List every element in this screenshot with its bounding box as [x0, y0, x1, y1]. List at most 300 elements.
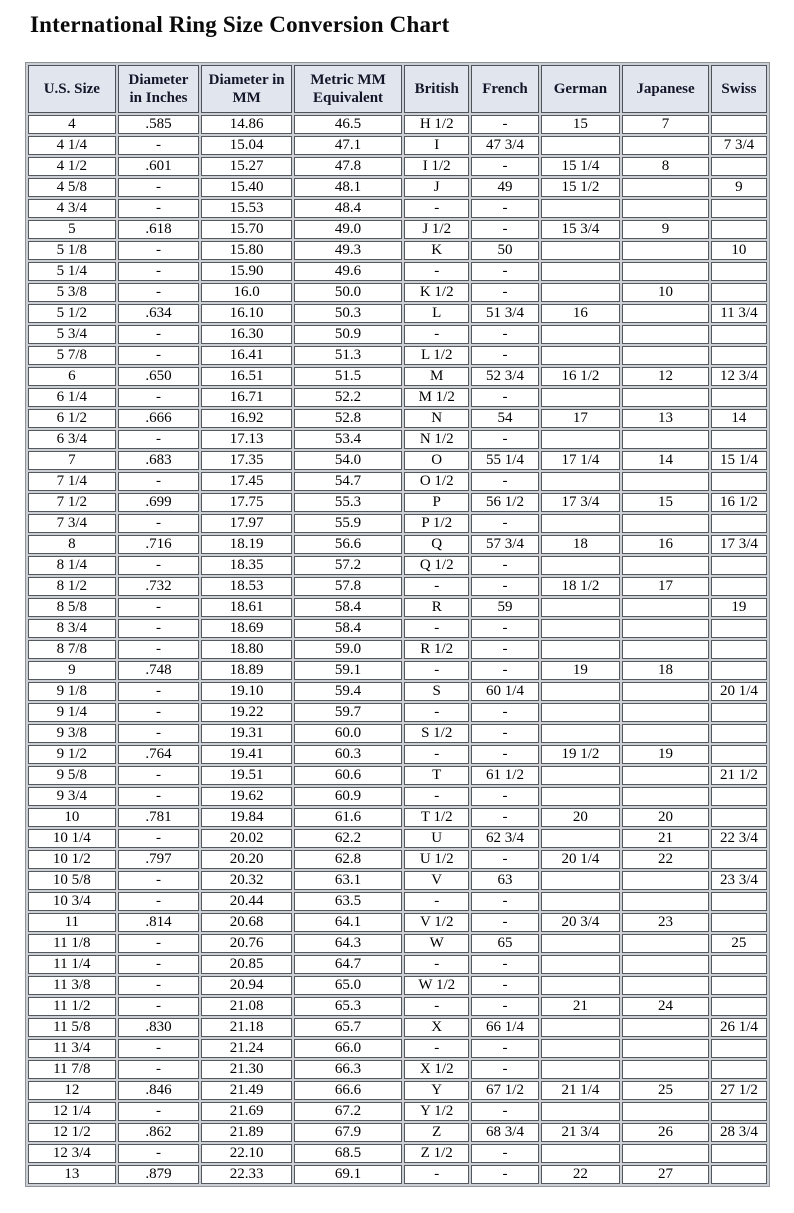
table-header [28, 65, 767, 113]
cell: 60.6 [294, 766, 402, 785]
cell: 19.22 [201, 703, 292, 722]
cell: L [404, 304, 469, 323]
cell [711, 430, 767, 449]
table-row [28, 577, 767, 596]
cell: 65.7 [294, 1018, 402, 1037]
cell: S [404, 682, 469, 701]
cell: 51 3/4 [471, 304, 538, 323]
cell: 68.5 [294, 1144, 402, 1163]
cell: 21 1/2 [711, 766, 767, 785]
cell: 67.9 [294, 1123, 402, 1142]
cell: - [118, 703, 200, 722]
cell [622, 556, 709, 575]
cell: 15.80 [201, 241, 292, 260]
cell: 19.51 [201, 766, 292, 785]
cell: .699 [118, 493, 200, 512]
cell: 19.31 [201, 724, 292, 743]
cell [622, 199, 709, 218]
cell: - [118, 640, 200, 659]
cell: 12 3/4 [711, 367, 767, 386]
cell: 20 [541, 808, 621, 827]
cell: - [404, 577, 469, 596]
cell: - [118, 1102, 200, 1121]
cell: 27 [622, 1165, 709, 1184]
cell: 20.44 [201, 892, 292, 911]
cell: 55 1/4 [471, 451, 538, 470]
cell [541, 325, 621, 344]
cell: - [118, 598, 200, 617]
cell: - [118, 283, 200, 302]
cell: 9 3/4 [28, 787, 116, 806]
cell: - [118, 241, 200, 260]
cell: 6 3/4 [28, 430, 116, 449]
cell: 15 1/4 [541, 157, 621, 176]
cell: 8 1/2 [28, 577, 116, 596]
cell: - [404, 997, 469, 1016]
table-row [28, 1102, 767, 1121]
cell: 67.2 [294, 1102, 402, 1121]
cell [622, 241, 709, 260]
cell [711, 619, 767, 638]
cell: 19.41 [201, 745, 292, 764]
table-row [28, 976, 767, 995]
cell [711, 892, 767, 911]
cell [622, 1102, 709, 1121]
column-header: Swiss [711, 65, 767, 113]
cell: 9 [28, 661, 116, 680]
cell: 20.85 [201, 955, 292, 974]
cell [622, 1144, 709, 1163]
cell [541, 1060, 621, 1079]
cell: 8 7/8 [28, 640, 116, 659]
cell: 47 3/4 [471, 136, 538, 155]
cell [541, 619, 621, 638]
cell [711, 388, 767, 407]
cell: 57.2 [294, 556, 402, 575]
cell: .748 [118, 661, 200, 680]
cell: T [404, 766, 469, 785]
cell: S 1/2 [404, 724, 469, 743]
cell: 15.40 [201, 178, 292, 197]
cell: 11 3/8 [28, 976, 116, 995]
cell: 4 [28, 115, 116, 134]
cell [622, 976, 709, 995]
cell: 20 1/4 [541, 850, 621, 869]
cell: 46.5 [294, 115, 402, 134]
cell: 21.89 [201, 1123, 292, 1142]
cell [541, 199, 621, 218]
cell: 53.4 [294, 430, 402, 449]
cell: 8 1/4 [28, 556, 116, 575]
cell: - [471, 1144, 538, 1163]
cell [711, 745, 767, 764]
cell [541, 934, 621, 953]
cell: 25 [711, 934, 767, 953]
cell: 65 [471, 934, 538, 953]
cell: .879 [118, 1165, 200, 1184]
table-row [28, 472, 767, 491]
cell: 7 1/2 [28, 493, 116, 512]
cell: - [471, 115, 538, 134]
cell: 49.3 [294, 241, 402, 260]
cell: U 1/2 [404, 850, 469, 869]
cell: - [471, 1165, 538, 1184]
cell: 22.10 [201, 1144, 292, 1163]
cell: - [471, 556, 538, 575]
table-row [28, 1165, 767, 1184]
cell [711, 997, 767, 1016]
cell: 7 3/4 [711, 136, 767, 155]
cell: N 1/2 [404, 430, 469, 449]
cell: - [118, 829, 200, 848]
cell: 15.70 [201, 220, 292, 239]
cell: 9 5/8 [28, 766, 116, 785]
cell [622, 346, 709, 365]
cell: 64.1 [294, 913, 402, 932]
cell: 24 [622, 997, 709, 1016]
cell: 16.0 [201, 283, 292, 302]
cell [711, 577, 767, 596]
table-row [28, 808, 767, 827]
cell: 16.92 [201, 409, 292, 428]
cell: 48.4 [294, 199, 402, 218]
cell [711, 808, 767, 827]
cell: 9 1/2 [28, 745, 116, 764]
table-row [28, 535, 767, 554]
table-row [28, 640, 767, 659]
cell: N [404, 409, 469, 428]
cell: - [471, 913, 538, 932]
cell [541, 787, 621, 806]
column-header: Diameter in Inches [118, 65, 200, 113]
cell: 12 [28, 1081, 116, 1100]
conversion-table [25, 62, 770, 1187]
cell: X [404, 1018, 469, 1037]
cell [622, 871, 709, 890]
table-row [28, 850, 767, 869]
cell: - [118, 199, 200, 218]
cell: - [118, 430, 200, 449]
cell: 8 [622, 157, 709, 176]
cell: - [118, 766, 200, 785]
cell: 66 1/4 [471, 1018, 538, 1037]
table-row [28, 682, 767, 701]
cell: 20.76 [201, 934, 292, 953]
cell: 9 [622, 220, 709, 239]
cell [711, 556, 767, 575]
cell: 9 1/4 [28, 703, 116, 722]
cell: - [471, 640, 538, 659]
cell: 22 [622, 850, 709, 869]
cell: 54.0 [294, 451, 402, 470]
cell [711, 724, 767, 743]
cell: 57.8 [294, 577, 402, 596]
table-row [28, 241, 767, 260]
cell: 21.24 [201, 1039, 292, 1058]
cell: 21.08 [201, 997, 292, 1016]
table-row [28, 913, 767, 932]
cell: - [471, 514, 538, 533]
cell: - [404, 787, 469, 806]
cell: 10 3/4 [28, 892, 116, 911]
cell: 21 3/4 [541, 1123, 621, 1142]
cell: 15.90 [201, 262, 292, 281]
cell: 25 [622, 1081, 709, 1100]
table-row [28, 892, 767, 911]
cell [711, 850, 767, 869]
cell: 69.1 [294, 1165, 402, 1184]
cell: - [118, 934, 200, 953]
cell [711, 472, 767, 491]
cell [711, 976, 767, 995]
cell [541, 283, 621, 302]
cell: J 1/2 [404, 220, 469, 239]
column-header: U.S. Size [28, 65, 116, 113]
table-row [28, 1123, 767, 1142]
cell: - [404, 745, 469, 764]
table-row [28, 325, 767, 344]
cell: 63.1 [294, 871, 402, 890]
cell: 15 [622, 493, 709, 512]
cell [622, 598, 709, 617]
table-row [28, 787, 767, 806]
cell: 15.04 [201, 136, 292, 155]
cell: - [471, 199, 538, 218]
cell: 51.5 [294, 367, 402, 386]
cell: O [404, 451, 469, 470]
cell: - [471, 976, 538, 995]
cell: Q [404, 535, 469, 554]
cell: 59.0 [294, 640, 402, 659]
cell: L 1/2 [404, 346, 469, 365]
cell: .732 [118, 577, 200, 596]
table-row [28, 388, 767, 407]
cell [622, 1060, 709, 1079]
table-row [28, 871, 767, 890]
cell: 14 [622, 451, 709, 470]
cell [711, 1144, 767, 1163]
table-row [28, 934, 767, 953]
cell: 10 5/8 [28, 871, 116, 890]
cell: 52 3/4 [471, 367, 538, 386]
cell: 66.0 [294, 1039, 402, 1058]
table-row [28, 661, 767, 680]
cell [541, 1039, 621, 1058]
cell: .585 [118, 115, 200, 134]
cell: 54.7 [294, 472, 402, 491]
cell: - [471, 346, 538, 365]
cell: W 1/2 [404, 976, 469, 995]
cell [622, 325, 709, 344]
cell: Z 1/2 [404, 1144, 469, 1163]
table-row [28, 1081, 767, 1100]
cell: 8 5/8 [28, 598, 116, 617]
cell: 20 1/4 [711, 682, 767, 701]
cell [711, 325, 767, 344]
cell: M [404, 367, 469, 386]
cell: 15.53 [201, 199, 292, 218]
cell [711, 955, 767, 974]
cell: X 1/2 [404, 1060, 469, 1079]
cell: - [471, 808, 538, 827]
cell: .618 [118, 220, 200, 239]
cell: - [471, 1060, 538, 1079]
cell: 18 [541, 535, 621, 554]
cell: - [471, 619, 538, 638]
cell: .830 [118, 1018, 200, 1037]
cell [622, 1018, 709, 1037]
cell [711, 1102, 767, 1121]
cell [541, 640, 621, 659]
table-row [28, 1039, 767, 1058]
cell: - [118, 1039, 200, 1058]
cell: 49.6 [294, 262, 402, 281]
cell: 8 [28, 535, 116, 554]
cell [711, 346, 767, 365]
cell: 48.1 [294, 178, 402, 197]
cell: 20.94 [201, 976, 292, 995]
cell: - [471, 787, 538, 806]
cell: - [404, 262, 469, 281]
table-row [28, 409, 767, 428]
table-row [28, 430, 767, 449]
cell [711, 283, 767, 302]
cell: 62 3/4 [471, 829, 538, 848]
cell: 22.33 [201, 1165, 292, 1184]
cell: .601 [118, 157, 200, 176]
table-row [28, 346, 767, 365]
cell [711, 787, 767, 806]
cell: - [471, 724, 538, 743]
table-row [28, 619, 767, 638]
table-row [28, 220, 767, 239]
cell: 11 1/8 [28, 934, 116, 953]
column-header: Diameter in MM [201, 65, 292, 113]
cell: 6 [28, 367, 116, 386]
cell: - [471, 703, 538, 722]
cell: 5 1/4 [28, 262, 116, 281]
cell: - [118, 514, 200, 533]
cell: 19.62 [201, 787, 292, 806]
cell: .781 [118, 808, 200, 827]
cell: 58.4 [294, 598, 402, 617]
cell: 56.6 [294, 535, 402, 554]
cell: - [118, 178, 200, 197]
table-row [28, 703, 767, 722]
cell: 50.9 [294, 325, 402, 344]
cell: 65.0 [294, 976, 402, 995]
cell: 15 1/2 [541, 178, 621, 197]
cell [541, 514, 621, 533]
cell: 11 5/8 [28, 1018, 116, 1037]
cell: 47.8 [294, 157, 402, 176]
cell: P [404, 493, 469, 512]
cell: - [404, 1165, 469, 1184]
cell: - [471, 661, 538, 680]
cell: - [118, 955, 200, 974]
cell: 14.86 [201, 115, 292, 134]
cell: 15.27 [201, 157, 292, 176]
cell [711, 199, 767, 218]
column-header: Metric MM Equivalent [294, 65, 402, 113]
cell [541, 346, 621, 365]
cell [622, 787, 709, 806]
cell: 55.3 [294, 493, 402, 512]
cell: 63 [471, 871, 538, 890]
cell: 17.97 [201, 514, 292, 533]
cell: 4 1/4 [28, 136, 116, 155]
cell: 55.9 [294, 514, 402, 533]
cell: - [118, 619, 200, 638]
cell: 58.4 [294, 619, 402, 638]
cell: 19 1/2 [541, 745, 621, 764]
cell: 11 1/2 [28, 997, 116, 1016]
cell: 18.80 [201, 640, 292, 659]
cell: 5 1/8 [28, 241, 116, 260]
cell: 60 1/4 [471, 682, 538, 701]
cell: 18.53 [201, 577, 292, 596]
cell: - [118, 136, 200, 155]
cell: 10 [28, 808, 116, 827]
cell: 66.6 [294, 1081, 402, 1100]
cell [622, 304, 709, 323]
cell: 21.18 [201, 1018, 292, 1037]
cell [711, 115, 767, 134]
cell [541, 1102, 621, 1121]
cell [622, 892, 709, 911]
cell: 11 1/4 [28, 955, 116, 974]
cell [711, 514, 767, 533]
cell: 12 1/2 [28, 1123, 116, 1142]
cell: 18 1/2 [541, 577, 621, 596]
column-header: British [404, 65, 469, 113]
table-row [28, 199, 767, 218]
cell: .797 [118, 850, 200, 869]
cell [711, 1165, 767, 1184]
cell: 16 [622, 535, 709, 554]
cell: 61.6 [294, 808, 402, 827]
cell: 64.3 [294, 934, 402, 953]
table-row [28, 745, 767, 764]
cell: - [118, 724, 200, 743]
cell: K 1/2 [404, 283, 469, 302]
cell: 16.10 [201, 304, 292, 323]
table-row [28, 367, 767, 386]
table-row [28, 1060, 767, 1079]
cell [541, 1144, 621, 1163]
cell: 5 [28, 220, 116, 239]
cell [622, 514, 709, 533]
cell: 5 3/8 [28, 283, 116, 302]
cell: 12 1/4 [28, 1102, 116, 1121]
cell: 18.69 [201, 619, 292, 638]
cell: 11 3/4 [711, 304, 767, 323]
cell [711, 1060, 767, 1079]
cell: 17 3/4 [541, 493, 621, 512]
cell: 10 1/2 [28, 850, 116, 869]
cell: 54 [471, 409, 538, 428]
cell [622, 934, 709, 953]
cell: 17.13 [201, 430, 292, 449]
cell: 12 3/4 [28, 1144, 116, 1163]
cell: 16 [541, 304, 621, 323]
cell [541, 829, 621, 848]
cell: 49 [471, 178, 538, 197]
cell: 7 3/4 [28, 514, 116, 533]
cell: 59.7 [294, 703, 402, 722]
cell: 10 [622, 283, 709, 302]
cell: 60.9 [294, 787, 402, 806]
